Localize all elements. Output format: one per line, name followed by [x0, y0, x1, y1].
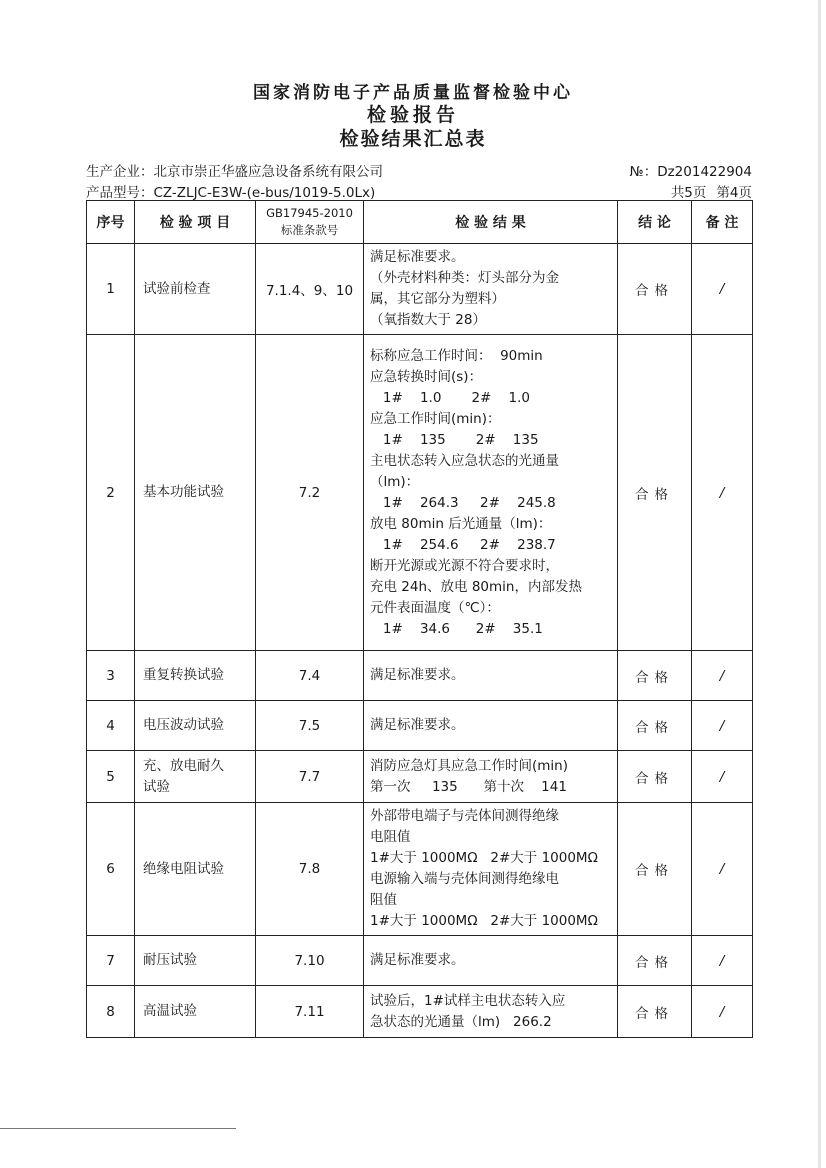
row-remark: / — [692, 335, 753, 651]
row-result-line: 放电 80min 后光通量（lm)： — [370, 515, 552, 532]
row-result-line: 1#大于 1000MΩ 2#大于 1000MΩ — [370, 913, 598, 929]
total-pages: 共5页 — [670, 185, 707, 201]
row-remark: / — [692, 986, 753, 1038]
row-result-line: 试验后，1#试样主电状态转入应 — [370, 992, 566, 1009]
header-standard-label: 标准条款号 — [280, 223, 339, 237]
row-remark: / — [692, 936, 753, 986]
row-conclusion: 合格 — [618, 651, 692, 701]
row-conclusion: 合格 — [618, 244, 692, 335]
row-item-line: 耐压试验 — [143, 952, 197, 968]
row-remark: / — [692, 701, 753, 751]
row-conclusion: 合格 — [618, 335, 692, 651]
row-item — [135, 651, 256, 701]
scan-edge — [818, 0, 821, 1168]
row-result-line: 满足标准要求。 — [370, 249, 465, 265]
enterprise-name: 北京市崇正华盛应急设备系统有限公司 — [153, 164, 383, 180]
row-result — [364, 986, 618, 1038]
row-item-line: 绝缘电阻试验 — [143, 860, 224, 877]
results-table — [86, 200, 753, 1038]
row-remark: / — [692, 651, 753, 701]
row-item-line: 电压波动试验 — [143, 717, 224, 733]
row-result-line: 消防应急灯具应急工作时间(min) — [370, 757, 568, 774]
row-result-line: 满足标准要求。 — [370, 717, 465, 733]
row-result-line: 主电状态转入应急状态的光通量 — [370, 452, 559, 469]
row-result-line: 应急转换时间(s)： — [370, 368, 483, 385]
table-row — [87, 936, 753, 986]
row-seq: 8 — [87, 986, 135, 1038]
row-remark: / — [692, 803, 753, 936]
row-result-line: 电源输入端与壳体间测得绝缘电 — [370, 871, 559, 887]
row-seq: 6 — [87, 803, 135, 936]
table-body — [87, 244, 753, 1038]
row-item — [135, 751, 256, 803]
report-number: Dz201422904 — [657, 164, 752, 180]
table-row — [87, 651, 753, 701]
row-result-line: 1#大于 1000MΩ 2#大于 1000MΩ — [370, 850, 598, 866]
footer-rule — [0, 1128, 236, 1129]
row-standard-clause: 7.5 — [256, 701, 364, 751]
row-seq: 2 — [87, 335, 135, 651]
row-item — [135, 335, 256, 651]
row-item — [135, 936, 256, 986]
row-result-line: 元件表面温度（℃）： — [370, 599, 500, 616]
row-seq: 1 — [87, 244, 135, 335]
row-result-line: 标称应急工作时间： 90min — [370, 347, 543, 364]
table-row — [87, 701, 753, 751]
row-standard-clause: 7.2 — [256, 335, 364, 651]
row-conclusion: 合格 — [618, 751, 692, 803]
table-row — [87, 803, 753, 936]
row-conclusion: 合格 — [618, 936, 692, 986]
row-result-line: 第一次 135 第十次 141 — [370, 778, 567, 795]
row-remark: / — [692, 751, 753, 803]
table-header-row — [87, 201, 753, 244]
row-standard-clause: 7.4 — [256, 651, 364, 701]
row-result-line: 满足标准要求。 — [370, 667, 465, 683]
row-item-line: 试验前检查 — [143, 280, 211, 297]
row-result-line: 电阻值 — [370, 829, 411, 845]
row-seq: 5 — [87, 751, 135, 803]
row-conclusion: 合格 — [618, 986, 692, 1038]
row-result-line: 1# 254.6 2# 238.7 — [370, 536, 556, 553]
row-result-line: 外部带电端子与壳体间测得绝缘 — [370, 808, 559, 824]
header-remark: 备 注 — [692, 201, 753, 244]
row-result-line: 属，其它部分为塑料） — [370, 291, 505, 307]
summary-title: 检验结果汇总表 — [339, 128, 487, 150]
row-item-line: 试验 — [143, 778, 170, 795]
row-result-line: （外壳材料种类：灯头部分为金 — [370, 270, 559, 286]
model-line — [86, 181, 375, 201]
header-conclusion: 结 论 — [618, 201, 692, 244]
org-title: 国家消防电子产品质量监督检验中心 — [253, 83, 573, 103]
row-item-line: 重复转换试验 — [143, 667, 224, 683]
row-result-line: 1# 34.6 2# 35.1 — [370, 620, 543, 637]
row-standard-clause: 7.1.4、9、10 — [256, 244, 364, 335]
enterprise-label: 生产企业： — [86, 164, 154, 180]
header-seq: 序号 — [87, 201, 135, 244]
header-result: 检 验 结 果 — [364, 201, 618, 244]
row-conclusion: 合格 — [618, 701, 692, 751]
table-row — [87, 335, 753, 651]
row-item — [135, 701, 256, 751]
row-result-line: 应急工作时间(min)： — [370, 410, 501, 427]
report-number-line — [630, 160, 752, 180]
report-title: 检验报告 — [366, 104, 459, 126]
row-standard-clause: 7.8 — [256, 803, 364, 936]
enterprise-line — [86, 160, 383, 180]
row-item — [135, 244, 256, 335]
row-result-line: （lm)： — [370, 473, 420, 490]
row-seq: 7 — [87, 936, 135, 986]
row-item — [135, 986, 256, 1038]
row-item — [135, 803, 256, 936]
header-standard — [256, 201, 364, 244]
row-remark: / — [692, 244, 753, 335]
table-row — [87, 244, 753, 335]
row-seq: 4 — [87, 701, 135, 751]
row-result-line: 阻值 — [370, 892, 397, 908]
table-row — [87, 751, 753, 803]
row-standard-clause: 7.11 — [256, 986, 364, 1038]
row-result — [364, 701, 618, 751]
row-result-line: 满足标准要求。 — [370, 952, 465, 968]
row-result — [364, 936, 618, 986]
header-item: 检 验 项 目 — [135, 201, 256, 244]
row-result — [364, 803, 618, 936]
row-result-line: 1# 1.0 2# 1.0 — [370, 389, 530, 406]
row-item-line: 基本功能试验 — [143, 484, 224, 500]
row-result-line: 1# 135 2# 135 — [370, 431, 539, 448]
row-seq: 3 — [87, 651, 135, 701]
row-result-line: 1# 264.3 2# 245.8 — [370, 494, 556, 511]
row-result — [364, 244, 618, 335]
table-row — [87, 986, 753, 1038]
current-page: 第4页 — [716, 185, 752, 201]
row-result — [364, 335, 618, 651]
row-result-line: 急状态的光通量（lm) 266.2 — [370, 1013, 552, 1030]
report-number-label: №： — [629, 164, 658, 180]
row-result — [364, 651, 618, 701]
row-result-line: 充电 24h、放电 80min，内部发热 — [370, 578, 582, 595]
model-label: 产品型号： — [86, 185, 154, 201]
row-standard-clause: 7.10 — [256, 936, 364, 986]
model-value: CZ-ZLJC-E3W-(e-bus/1019-5.0Lx) — [153, 185, 376, 201]
row-result — [364, 751, 618, 803]
page-info — [671, 181, 752, 201]
row-result-line: 断开光源或光源不符合要求时， — [370, 557, 559, 574]
header-standard-code: GB17945-2010 — [266, 206, 353, 220]
row-result-line: （氧指数大于 28） — [370, 312, 486, 328]
row-conclusion: 合格 — [618, 803, 692, 936]
row-item-line: 高温试验 — [143, 1003, 197, 1019]
row-standard-clause: 7.7 — [256, 751, 364, 803]
row-item-line: 充、放电耐久 — [143, 757, 224, 774]
